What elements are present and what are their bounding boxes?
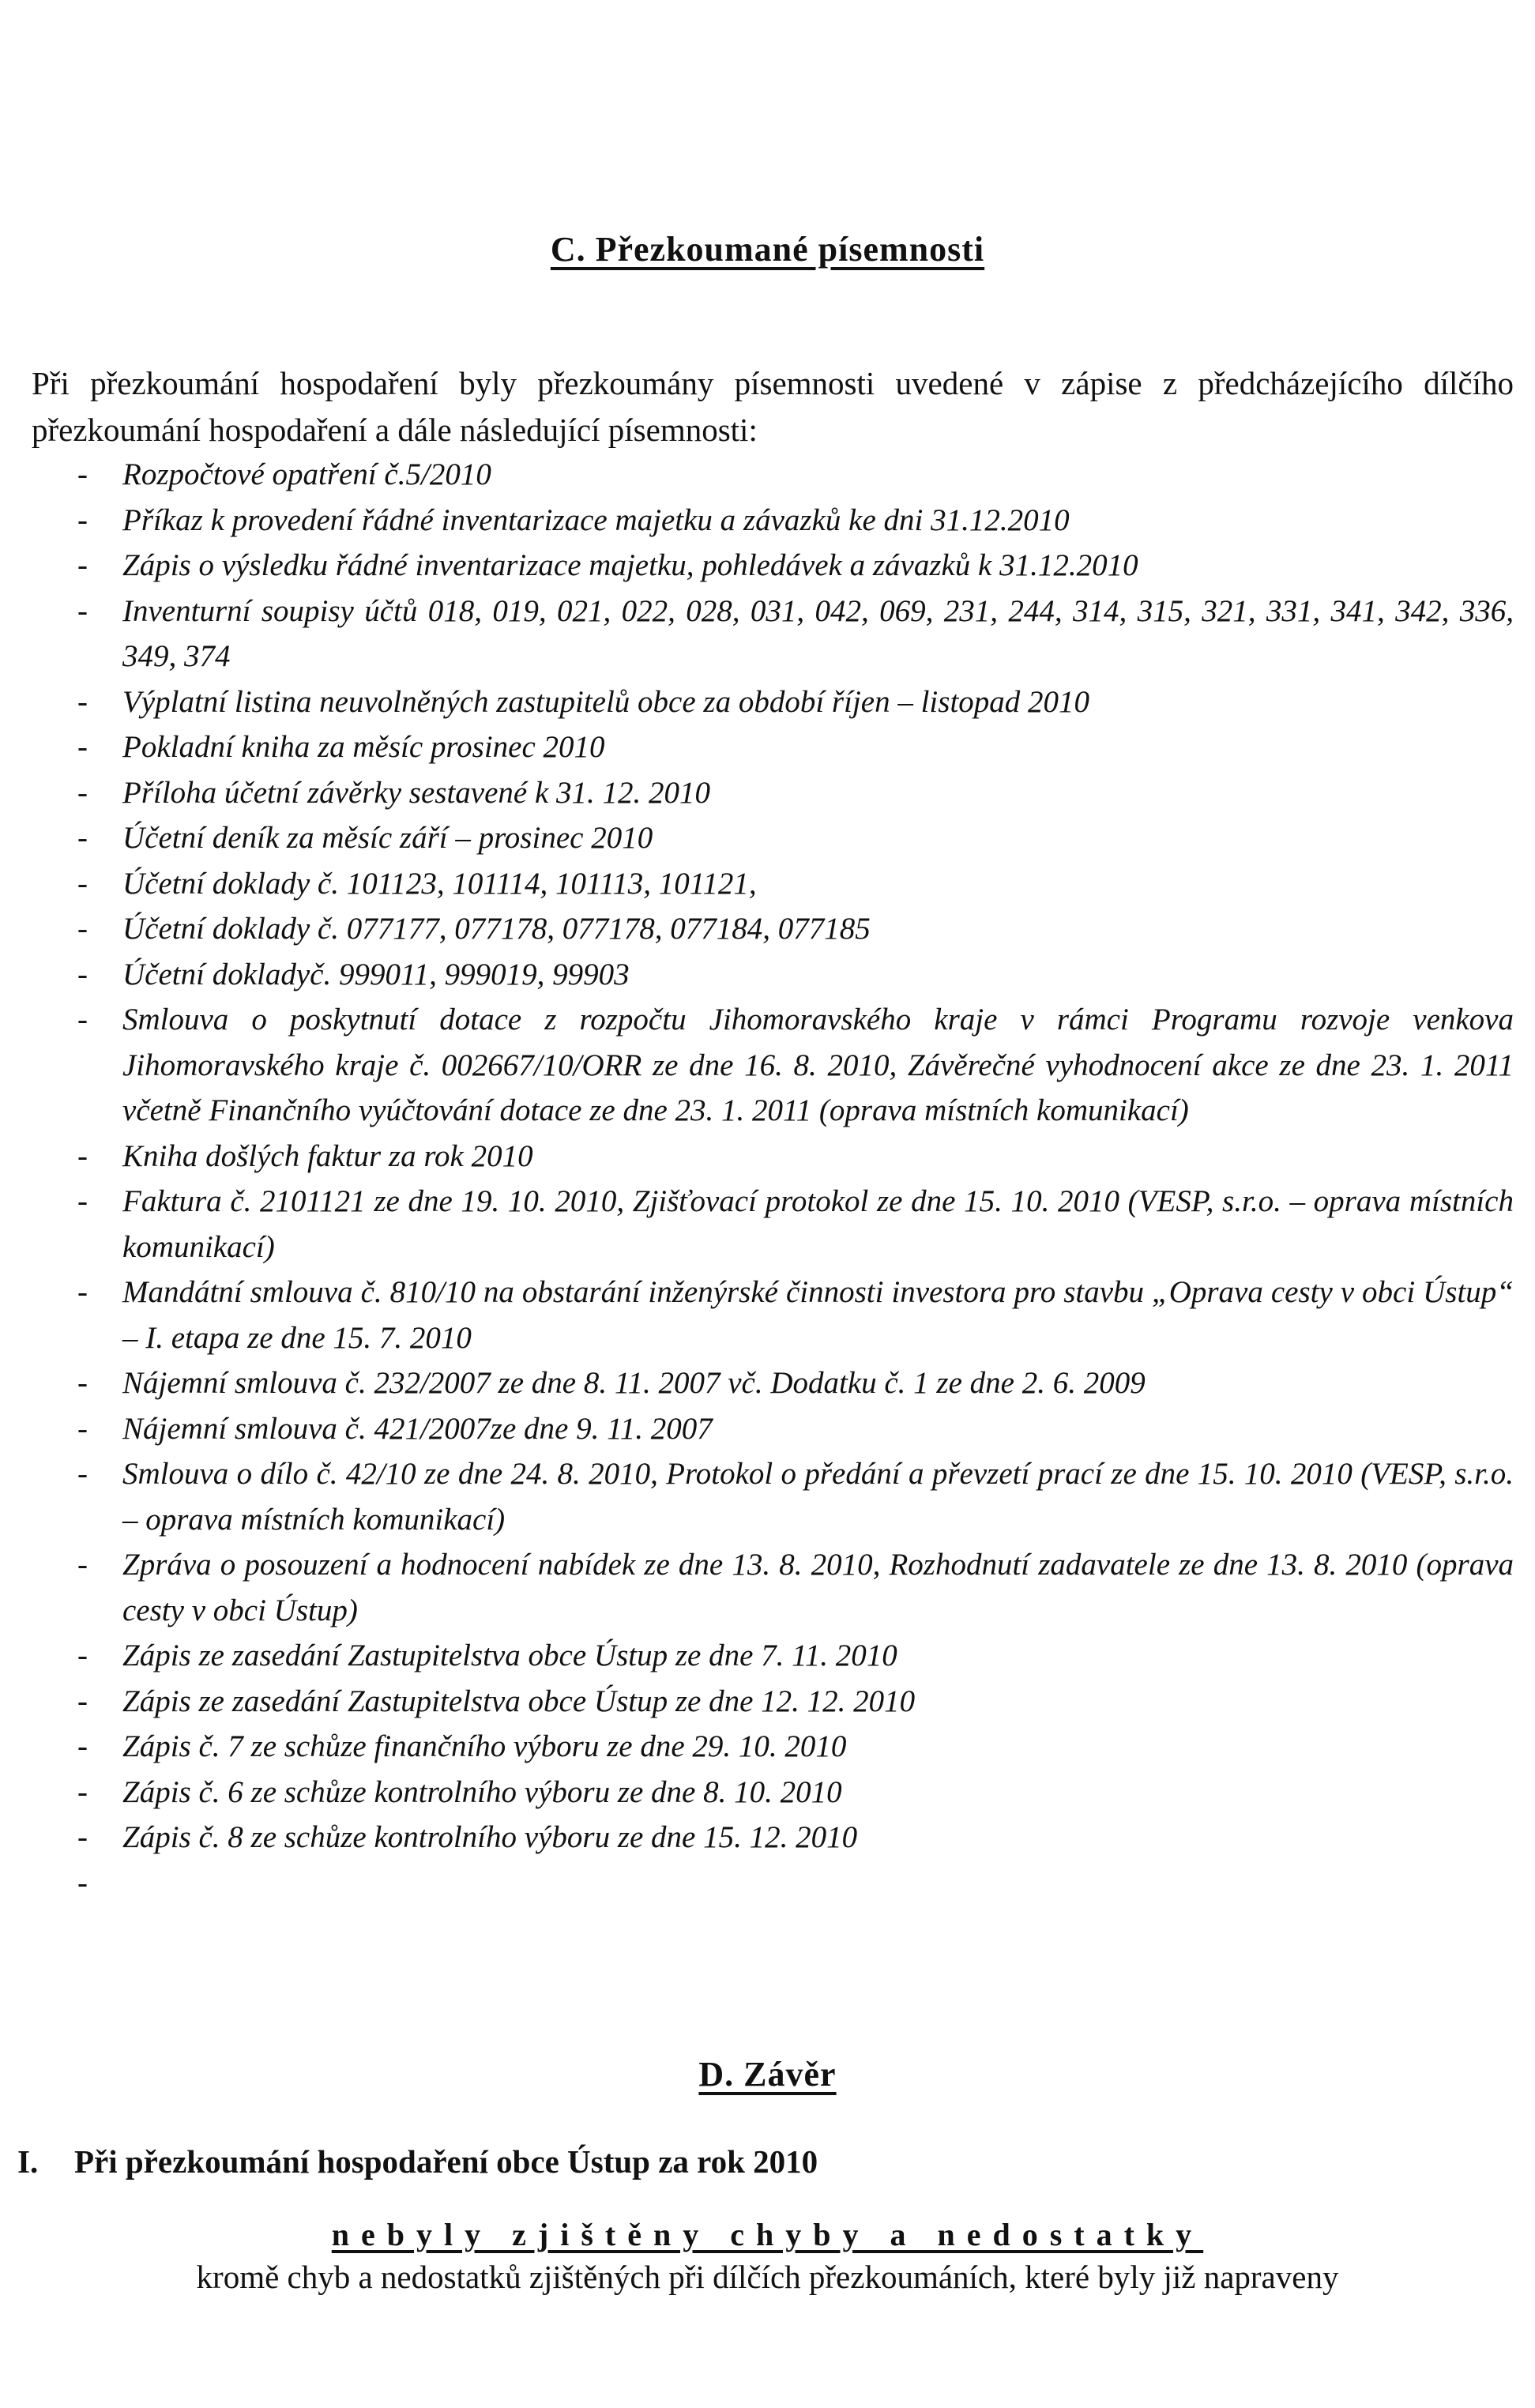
list-item [0, 452, 1535, 498]
list-item [0, 1451, 1535, 1542]
list-item [0, 906, 1535, 952]
list-bullet-dash: - [77, 1820, 88, 1854]
list-item [0, 1724, 1535, 1770]
list-bullet-dash: - [77, 1457, 88, 1491]
list-bullet-dash: - [77, 593, 88, 628]
list-bullet-dash: - [77, 457, 88, 491]
list-item [0, 952, 1535, 998]
list-item-text: Příloha účetní závěrky sestavené k 31. 12. 2010 [122, 775, 711, 810]
list-item [0, 1679, 1535, 1725]
list-item [0, 589, 1535, 679]
list-item [0, 997, 1535, 1134]
list-bullet-dash: - [77, 1003, 88, 1037]
list-bullet-dash: - [77, 957, 88, 991]
list-item [0, 770, 1535, 816]
list-item-text: Smlouva o poskytnutí dotace z rozpočtu Jihomoravského kraje v rámci Programu rozvoje venkova Jihomoravského kraje č. 002667/10/ORR ze dne 16. 8. 2010, Závěrečné vyhodnocení akce ze dne 23. 1. 2011 včetně Finančního vyúčtování dotace ze dne 23. 1. 2011 (oprava místních komunikací) [122, 1003, 1514, 1127]
list-item [0, 498, 1535, 544]
list-item-text: Zpráva o posouzení a hodnocení nabídek ze dne 13. 8. 2010, Rozhodnutí zadavatele ze dne 13. 8. 2010 (oprava cesty v obci Ústup) [122, 1548, 1514, 1627]
section-c-heading-text: C. Přezkoumané písemnosti [550, 230, 985, 269]
list-item [0, 679, 1535, 725]
finding-statement [0, 2216, 1535, 2253]
list-item [0, 1360, 1535, 1406]
list-item-text: Zápis č. 8 ze schůze kontrolního výboru ze dne 15. 12. 2010 [122, 1820, 858, 1854]
conclusion-point-text: Při přezkoumání hospodaření obce Ústup za rok 2010 [74, 2143, 818, 2180]
list-item-text: Účetní dokladyč. 999011, 999019, 99903 [122, 957, 630, 991]
list-bullet-dash: - [77, 1366, 88, 1400]
list-bullet-dash: - [77, 1684, 88, 1718]
section-c-heading [0, 229, 1535, 269]
list-bullet-dash: - [77, 1275, 88, 1309]
list-item-text: Nájemní smlouva č. 232/2007 ze dne 8. 11. 2007 vč. Dodatku č. 1 ze dne 2. 6. 2009 [122, 1366, 1146, 1400]
section-c-intro: Při přezkoumání hospodaření byly přezkoumány písemnosti uvedené v zápise z předcházejícího dílčího přezkoumání hospodaření a dále následující písemnosti: [32, 365, 1514, 448]
list-bullet-dash: - [77, 1774, 88, 1809]
finding-statement-text: nebyly zjištěny chyby a nedostatky [331, 2217, 1204, 2252]
list-item [0, 1542, 1535, 1633]
list-item [0, 1815, 1535, 1861]
list-item-text: Zápis o výsledku řádné inventarizace majetku, pohledávek a závazků k 31.12.2010 [122, 548, 1138, 582]
list-bullet-dash: - [77, 866, 88, 901]
list-item-text: Účetní doklady č. 101123, 101114, 101113, 101121, [122, 866, 757, 901]
list-item [0, 815, 1535, 861]
list-item-text: Faktura č. 2101121 ze dne 19. 10. 2010, Zjišťovací protokol ze dne 15. 10. 2010 (VESP, s.r.o. – oprava místních komunikací) [122, 1184, 1514, 1264]
list-bullet-dash: - [77, 821, 88, 855]
list-bullet-dash: - [77, 912, 88, 946]
list-item-text: Zápis č. 6 ze schůze kontrolního výboru ze dne 8. 10. 2010 [122, 1774, 842, 1809]
conclusion-point [17, 2143, 818, 2180]
list-item-text: Rozpočtové opatření č.5/2010 [122, 457, 491, 491]
list-item-text: Inventurní soupisy účtů 018, 019, 021, 022, 028, 031, 042, 069, 231, 244, 314, 315, 321, 331, 341, 342, 336, 349, 374 [122, 593, 1514, 673]
list-bullet-dash: - [77, 1411, 88, 1446]
list-item-text: Příkaz k provedení řádné inventarizace majetku a závazků ke dni 31.12.2010 [122, 502, 1070, 537]
conclusion-point-number: I. [17, 2143, 39, 2180]
list-item [0, 1633, 1535, 1679]
list-item [0, 1270, 1535, 1360]
list-item [0, 1179, 1535, 1270]
list-item-text: Pokladní kniha za měsíc prosinec 2010 [122, 730, 605, 764]
list-bullet-dash: - [77, 548, 88, 582]
list-item-text: Zápis ze zasedání Zastupitelstva obce Ústup ze dne 7. 11. 2010 [122, 1639, 897, 1672]
list-item [0, 1770, 1535, 1815]
list-item-text: Smlouva o dílo č. 42/10 ze dne 24. 8. 2010, Protokol o předání a převzetí prací ze dne 15. 10. 2010 (VESP, s.r.o. – oprava místních komunikací) [122, 1457, 1514, 1537]
list-bullet-dash: - [77, 502, 88, 537]
list-bullet-dash: - [77, 1548, 88, 1582]
list-bullet-dash: - [77, 775, 88, 810]
list-item [0, 1406, 1535, 1452]
reviewed-documents-list [0, 452, 1535, 1906]
list-item [0, 1134, 1535, 1180]
list-bullet-dash: - [77, 1729, 88, 1763]
list-bullet-dash: - [77, 1639, 88, 1672]
finding-note: kromě chyb a nedostatků zjištěných při dílčích přezkoumáních, které byly již napraveny [196, 2259, 1339, 2295]
list-bullet-dash: - [77, 1138, 88, 1173]
list-item-text: Účetní deník za měsíc září – prosinec 2010 [122, 821, 653, 855]
list-item-text: Zápis č. 7 ze schůze finančního výboru ze dne 29. 10. 2010 [122, 1729, 847, 1763]
list-item [0, 1861, 1535, 1906]
list-item-text: Mandátní smlouva č. 810/10 na obstarání inženýrské činnosti investora pro stavbu „Oprava cesty v obci Ústup“ – I. etapa ze dne 15. 7. 2010 [122, 1275, 1514, 1355]
list-item-text [122, 1861, 1514, 1906]
list-bullet-dash: - [77, 1184, 88, 1218]
list-item-text: Zápis ze zasedání Zastupitelstva obce Ústup ze dne 12. 12. 2010 [122, 1684, 916, 1718]
list-item [0, 861, 1535, 907]
section-d-heading-text: D. Závěr [698, 2055, 837, 2094]
list-item [0, 724, 1535, 770]
list-bullet-dash: - [77, 730, 88, 764]
list-item-text: Kniha došlých faktur za rok 2010 [122, 1138, 533, 1173]
list-item-text: Nájemní smlouva č. 421/2007ze dne 9. 11. 2007 [122, 1411, 713, 1446]
list-bullet-dash: - [77, 684, 88, 719]
list-item [0, 543, 1535, 589]
list-bullet-dash: - [77, 1865, 88, 1900]
list-item-text: Výplatní listina neuvolněných zastupitelů obce za období říjen – listopad 2010 [122, 684, 1090, 719]
section-d-heading [0, 2054, 1535, 2094]
list-item-text: Účetní doklady č. 077177, 077178, 077178, 077184, 077185 [122, 912, 871, 946]
